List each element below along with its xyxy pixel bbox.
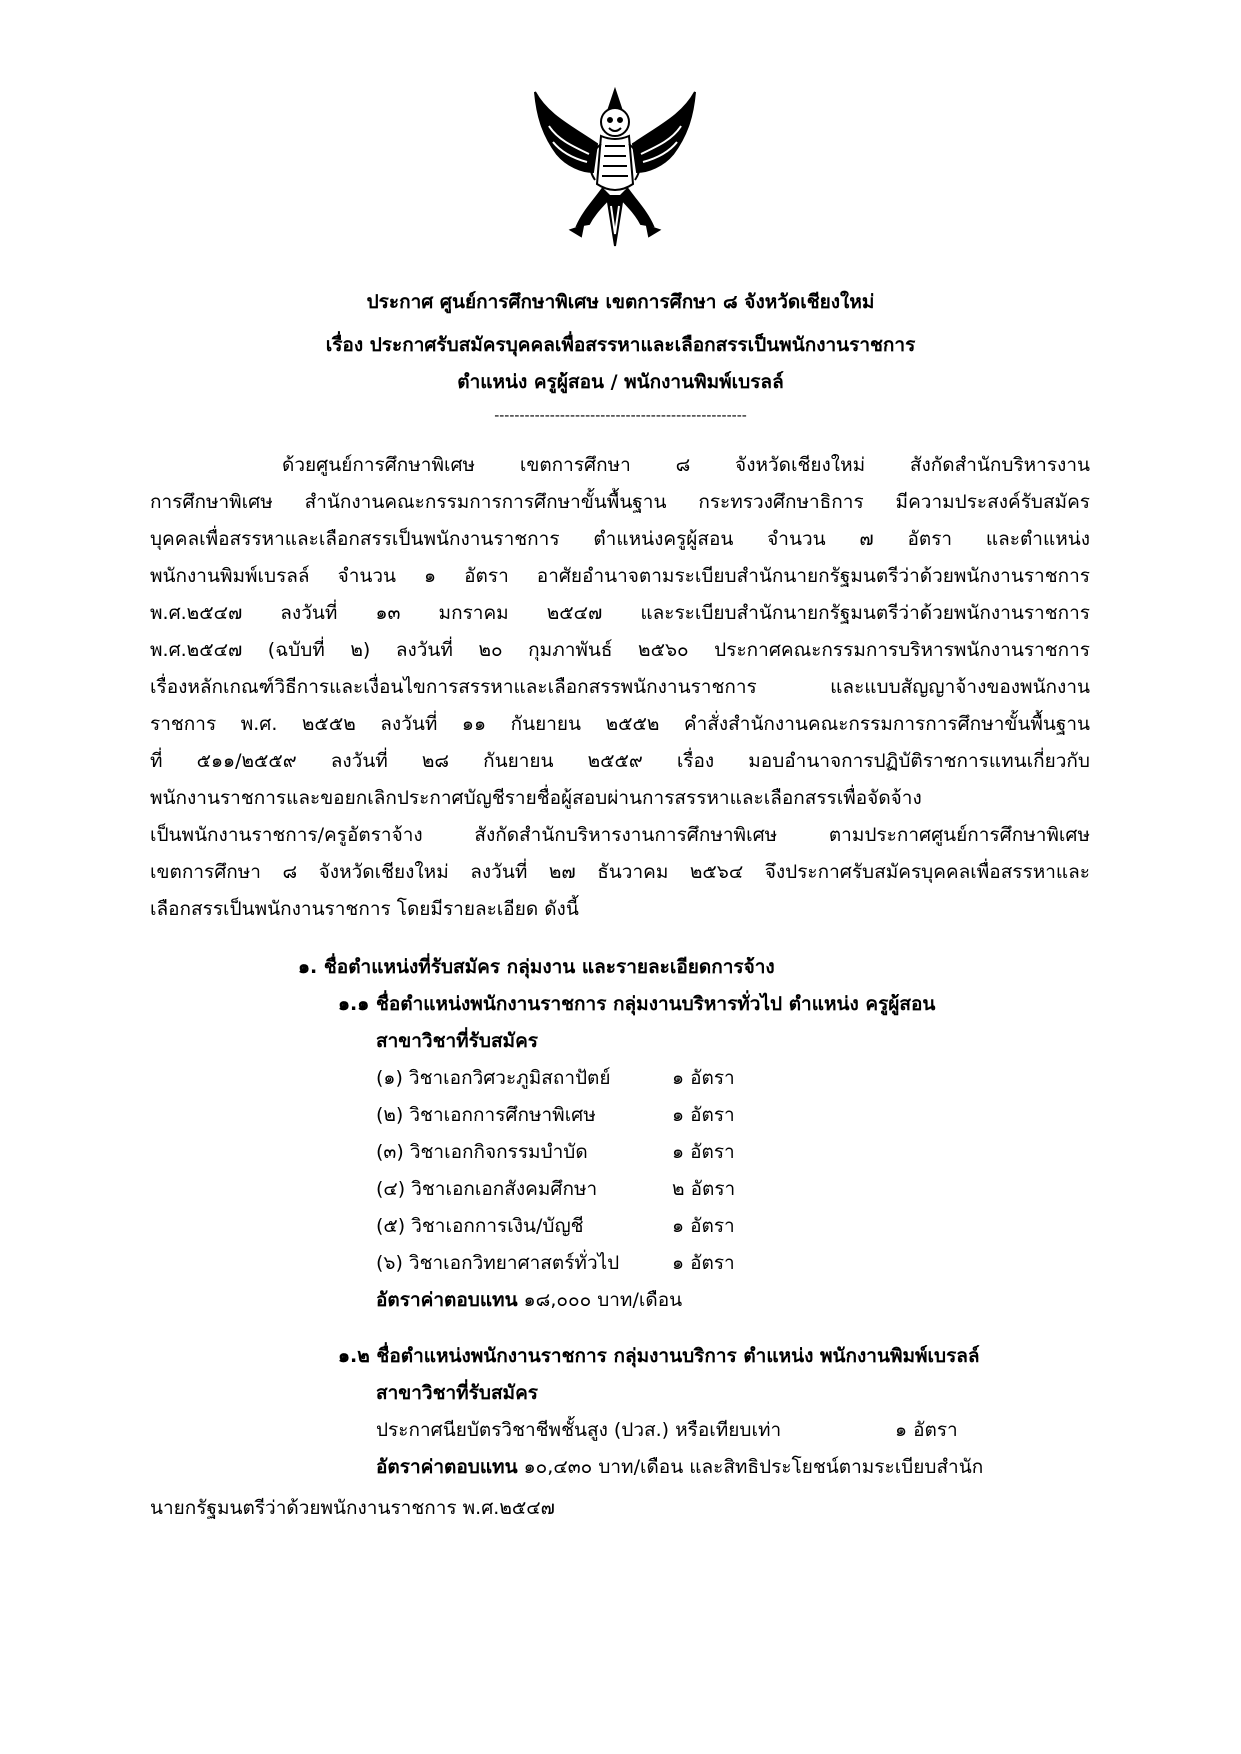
intro-line: บุคคลเพื่อสรรหาและเลือกสรรเป็นพนักงานราชการ ตำแหน่งครูผู้สอน จำนวน ๗ อัตรา และตำแหน่ง <box>150 528 1090 550</box>
intro-line: เรื่องหลักเกณฑ์วิธีการและเงื่อนไขการสรรหาและเลือกสรรพนักงานราชการ และแบบสัญญาจ้างของพนักงาน <box>150 676 1090 698</box>
garuda-emblem-icon <box>527 84 703 254</box>
intro-line: เขตการศึกษา ๘ จังหวัดเชียงใหม่ ลงวันที่ ๒๗ ธันวาคม ๒๕๖๔ จึงประกาศรับสมัครบุคคลเพื่อสรรหาและ <box>150 861 1090 883</box>
subject-rate: ๑ อัตรา <box>672 1215 735 1237</box>
subject-name: (๒) วิชาเอกการศึกษาพิเศษ <box>376 1104 596 1126</box>
qualification-text: ประกาศนียบัตรวิชาชีพชั้นสูง (ปวส.) หรือเทียบเท่า <box>376 1419 782 1441</box>
subject-rate: ๑ อัตรา <box>672 1104 735 1126</box>
doc-title-line-2: เรื่อง ประกาศรับสมัครบุคคลเพื่อสรรหาและเลือกสรรเป็นพนักงานราชการ <box>325 334 916 356</box>
title-divider: -------------------------------------------------- <box>494 408 747 424</box>
section-1-1-field-label: สาขาวิชาที่รับสมัคร <box>376 1030 538 1052</box>
qualification-rate: ๑ อัตรา <box>895 1419 958 1441</box>
subject-name: (๔) วิชาเอกเอกสังคมศึกษา <box>376 1178 598 1200</box>
subject-rate: ๑ อัตรา <box>672 1067 735 1089</box>
doc-title-line-3: ตำแหน่ง ครูผู้สอน / พนักงานพิมพ์เบรลล์ <box>457 371 784 393</box>
doc-title-line-1: ประกาศ ศูนย์การศึกษาพิเศษ เขตการศึกษา ๘ จังหวัดเชียงใหม่ <box>366 291 875 313</box>
pay-value: ๑๐,๔๓๐ บาท/เดือน และสิทธิประโยชน์ตามระเบียบสำนัก <box>517 1456 984 1478</box>
pay-label: อัตราค่าตอบแทน <box>376 1289 518 1311</box>
pay-label: อัตราค่าตอบแทน <box>376 1456 518 1478</box>
intro-line: เลือกสรรเป็นพนักงานราชการ โดยมีรายละเอียด ดังนี้ <box>150 898 579 920</box>
intro-line: เป็นพนักงานราชการ/ครูอัตราจ้าง สังกัดสำนักบริหารงานการศึกษาพิเศษ ตามประกาศศูนย์การศึกษาพิเศษ <box>150 824 1090 846</box>
subject-name: (๓) วิชาเอกกิจกรรมบำบัด <box>376 1141 588 1163</box>
section-1-2-pay-continued: นายกรัฐมนตรีว่าด้วยพนักงานราชการ พ.ศ.๒๕๔๗ <box>150 1497 555 1519</box>
pay-value: ๑๘,๐๐๐ บาท/เดือน <box>517 1289 683 1311</box>
intro-line: ด้วยศูนย์การศึกษาพิเศษ เขตการศึกษา ๘ จังหวัดเชียงใหม่ สังกัดสำนักบริหารงาน <box>282 454 1090 476</box>
intro-line: พนักงานราชการและขอยกเลิกประกาศบัญชีรายชื่อผู้สอบผ่านการสรรหาและเลือกสรรเพื่อจัดจ้าง <box>150 787 922 809</box>
section-1-2-pay <box>376 1452 983 1482</box>
intro-line: ราชการ พ.ศ. ๒๕๕๒ ลงวันที่ ๑๑ กันยายน ๒๕๕๒ คำสั่งสำนักงานคณะกรรมการการศึกษาขั้นพื้นฐาน <box>150 713 1090 735</box>
subject-name: (๖) วิชาเอกวิทยาศาสตร์ทั่วไป <box>376 1252 620 1274</box>
intro-line: ที่ ๕๑๑/๒๕๕๙ ลงวันที่ ๒๘ กันยายน ๒๕๕๙ เรื่อง มอบอำนาจการปฏิบัติราชการแทนเกี่ยวกับ <box>150 750 1090 772</box>
subject-name: (๑) วิชาเอกวิศวะภูมิสถาปัตย์ <box>376 1067 611 1089</box>
section-1-1-pay <box>376 1285 682 1315</box>
intro-line: พนักงานพิมพ์เบรลล์ จำนวน ๑ อัตรา อาศัยอำนาจตามระเบียบสำนักนายกรัฐมนตรีว่าด้วยพนักงานราชการ <box>150 565 1090 587</box>
section-1-1-heading: ๑.๑ ชื่อตำแหน่งพนักงานราชการ กลุ่มงานบริหารทั่วไป ตำแหน่ง ครูผู้สอน <box>338 993 936 1015</box>
section-1-2-field-label: สาขาวิชาที่รับสมัคร <box>376 1382 538 1404</box>
intro-line: การศึกษาพิเศษ สำนักงานคณะกรรมการการศึกษาขั้นพื้นฐาน กระทรวงศึกษาธิการ มีความประสงค์รับสมัคร <box>150 491 1090 513</box>
subject-rate: ๑ อัตรา <box>672 1141 735 1163</box>
section-1-2-heading: ๑.๒ ชื่อตำแหน่งพนักงานราชการ กลุ่มงานบริการ ตำแหน่ง พนักงานพิมพ์เบรลล์ <box>338 1345 980 1367</box>
subject-name: (๕) วิชาเอกการเงิน/บัญชี <box>376 1215 584 1237</box>
intro-line: พ.ศ.๒๕๔๗ ลงวันที่ ๑๓ มกราคม ๒๕๔๗ และระเบียบสำนักนายกรัฐมนตรีว่าด้วยพนักงานราชการ <box>150 602 1090 624</box>
subject-rate: ๒ อัตรา <box>672 1178 736 1200</box>
subject-rate: ๑ อัตรา <box>672 1252 735 1274</box>
section-1-heading: ๑. ชื่อตำแหน่งที่รับสมัคร กลุ่มงาน และรายละเอียดการจ้าง <box>298 956 775 978</box>
intro-line: พ.ศ.๒๕๔๗ (ฉบับที่ ๒) ลงวันที่ ๒๐ กุมภาพันธ์ ๒๕๖๐ ประกาศคณะกรรมการบริหารพนักงานราชการ <box>150 639 1090 661</box>
